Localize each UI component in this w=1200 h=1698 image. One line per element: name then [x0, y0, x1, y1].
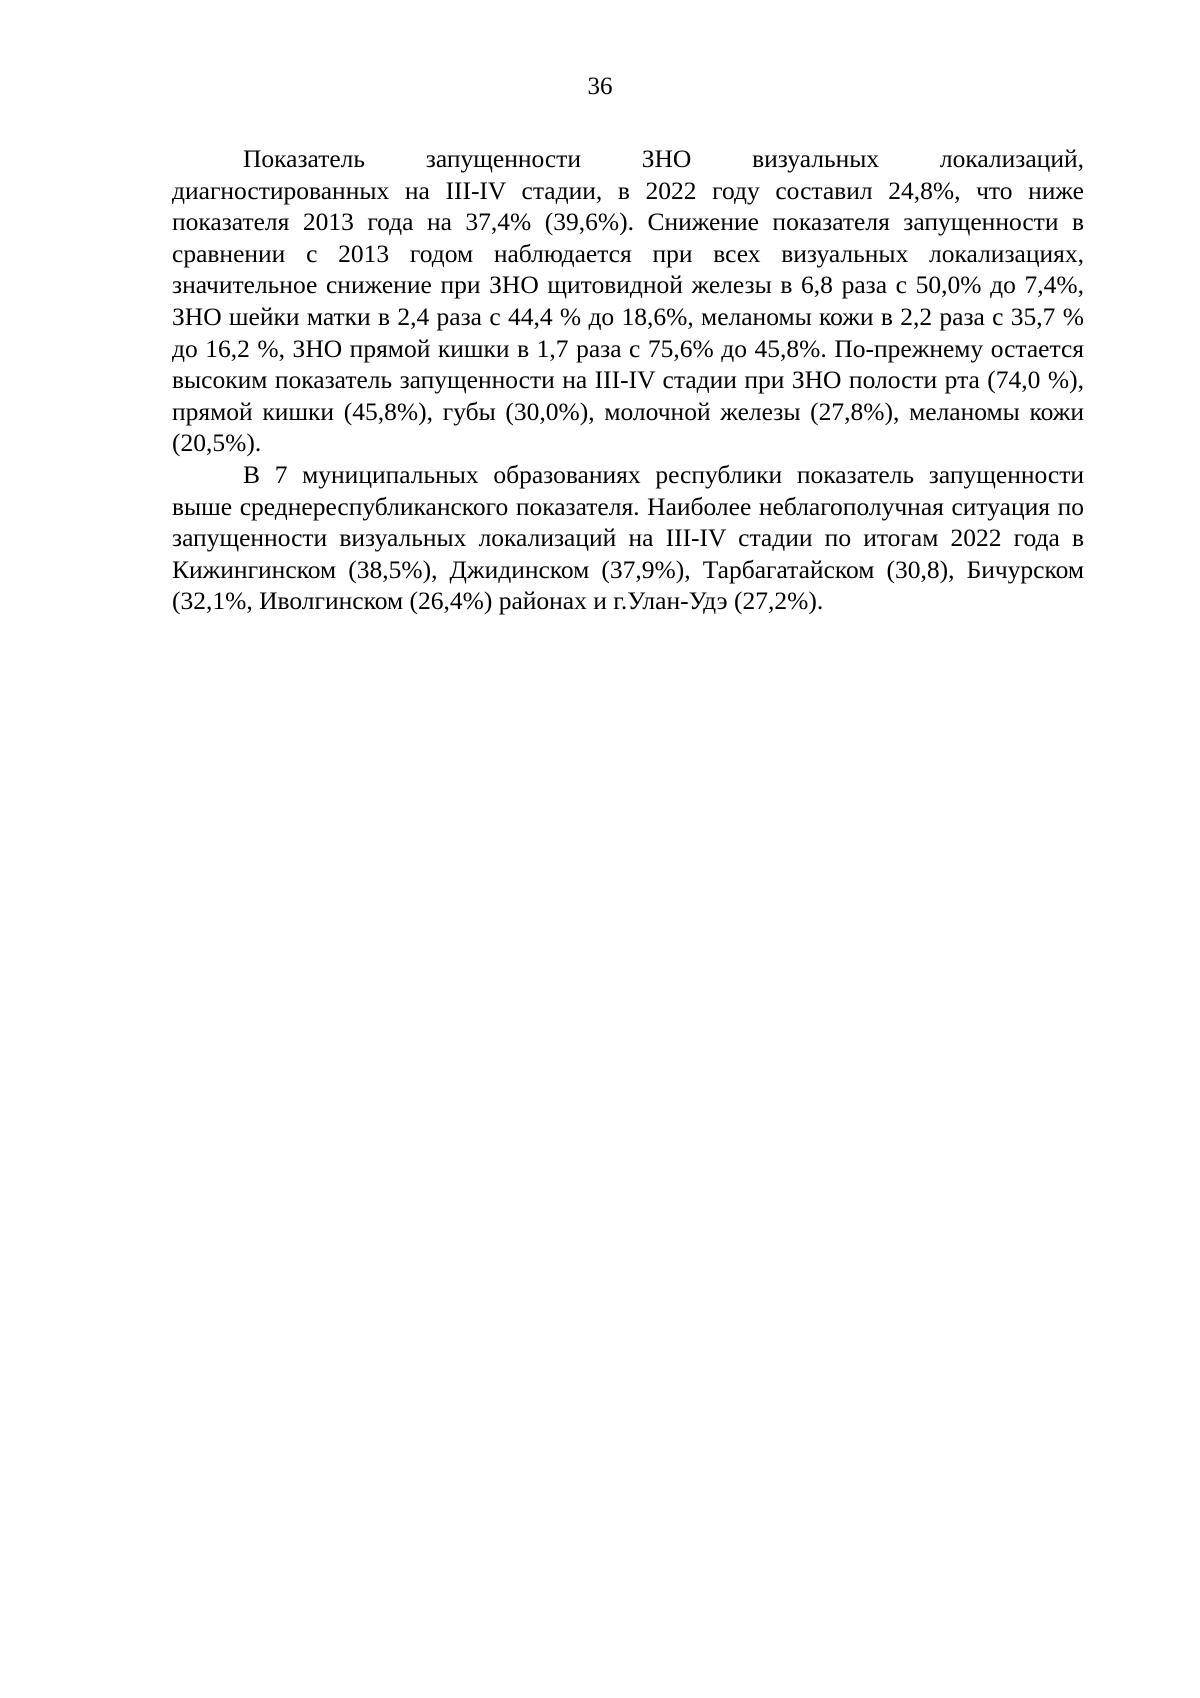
page-number: 36: [587, 73, 613, 100]
paragraph-1: Показатель запущенности ЗНО визуальных локализаций, диагностированных на III-IV стадии, в 2022 году составил 24,8%, что ниже показателя 2013 года на 37,4% (39,6%). Снижение показателя запущенности в сравнении с 2013 годом наблюдается при всех визуальных локализациях, значительное снижение при ЗНО щитовидной железы в 6,8 раза с 50,0% до 7,4%, ЗНО шейки матки в 2,4 раза с 44,4 % до 18,6%, меланомы кожи в 2,2 раза с 35,7 % до 16,2 %, ЗНО прямой кишки в 1,7 раза с 75,6% до 45,8%. По-прежнему остается высоким показатель запущенности на III-IV стадии при ЗНО полости рта (74,0 %), прямой кишки (45,8%), губы (30,0%), молочной железы (27,8%), меланомы кожи (20,5%).: [172, 144, 1084, 458]
paragraph-2: В 7 муниципальных образованиях республики показатель запущенности выше среднереспубликанского показателя. Наиболее неблагополучная ситуация по запущенности визуальных локализаций на III-IV стадии по итогам 2022 года в Кижингинском (38,5%), Джидинском (37,9%), Тарбагатайском (30,8), Бичурском (32,1%, Иволгинском (26,4%) районах и г.Улан-Удэ (27,2%).: [172, 459, 1084, 616]
document-body: [172, 143, 1084, 617]
